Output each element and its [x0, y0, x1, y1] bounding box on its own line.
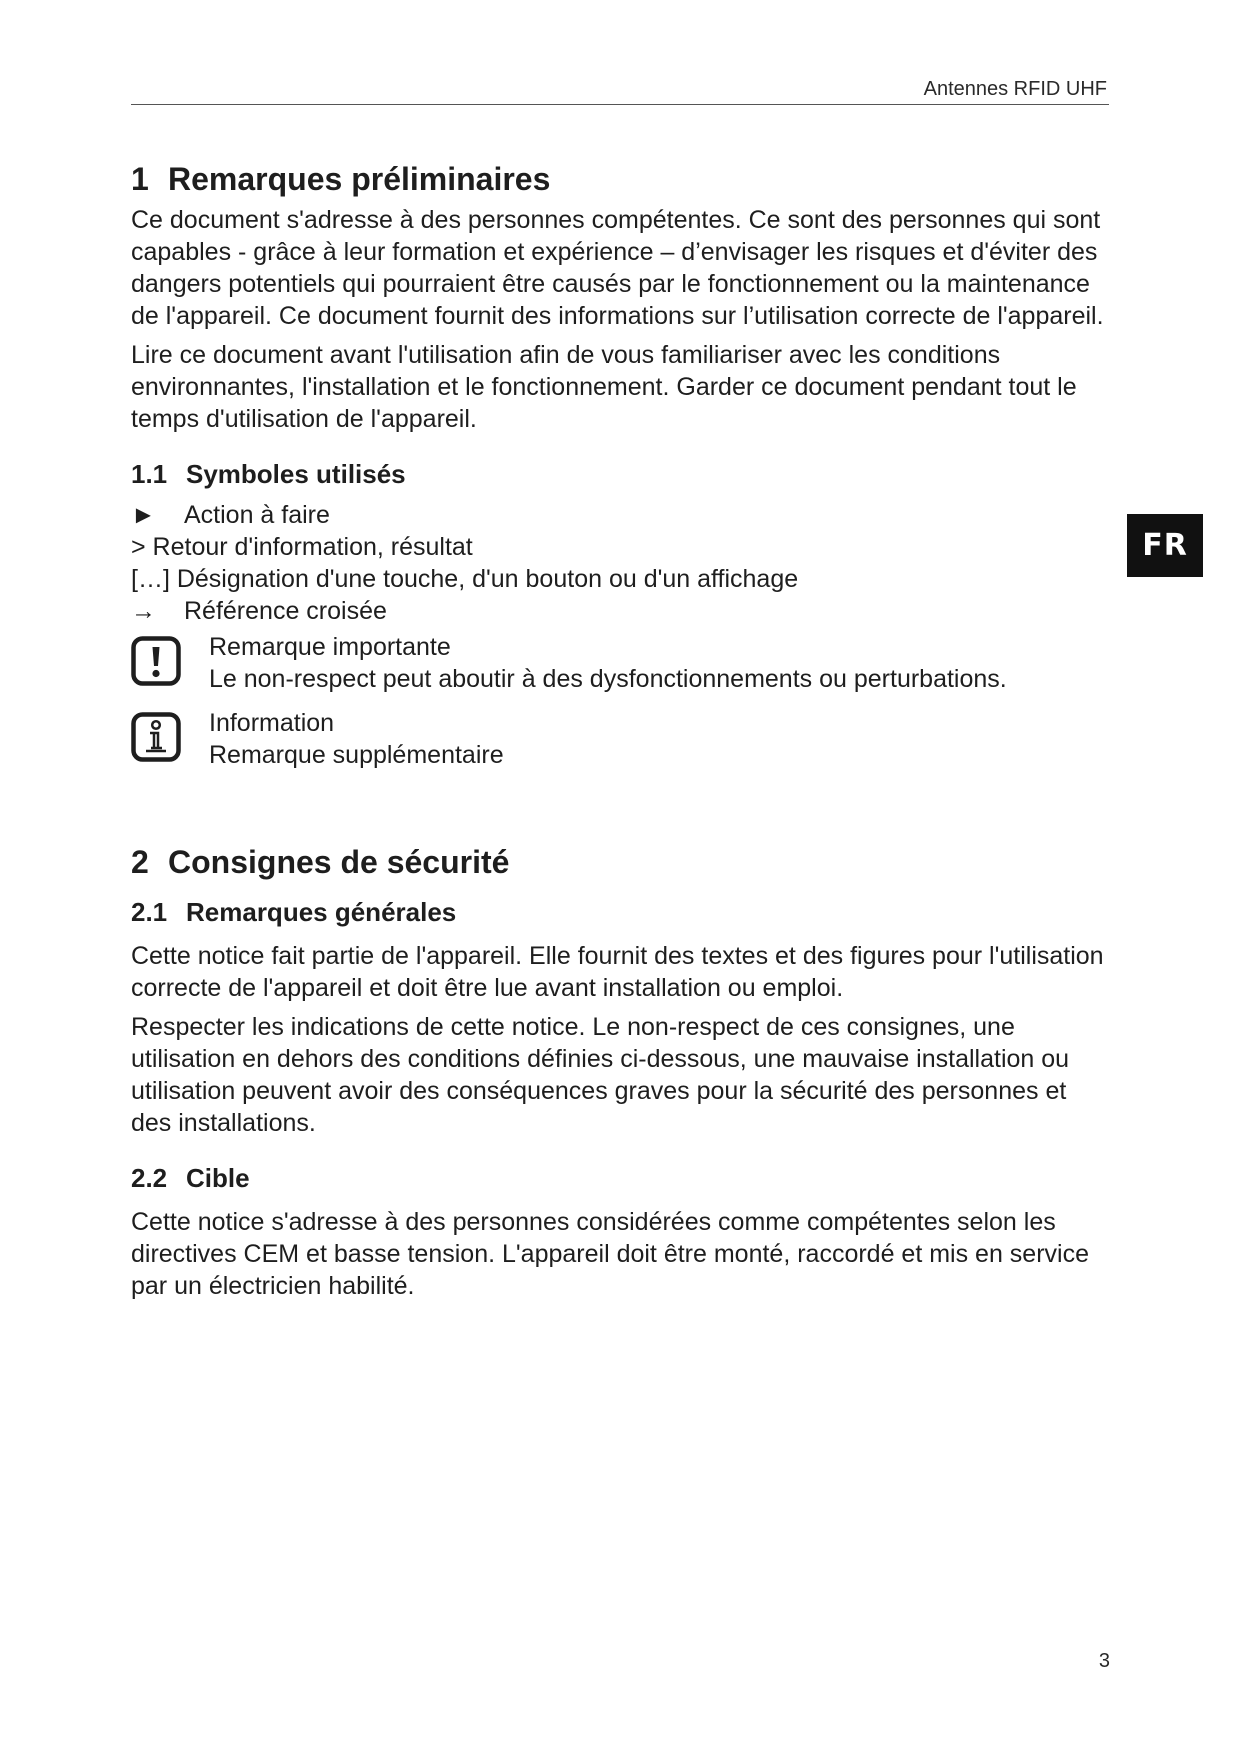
section-number: 1 — [131, 161, 149, 197]
paragraph: Cette notice fait partie de l'appareil. Elle fournit des textes et des figures pour l'utilisation correcte de l'appareil et doit être lue avant installation ou emploi. — [131, 942, 1104, 1002]
play-arrow-icon: ► — [131, 501, 156, 529]
symbol-description: Action à faire — [184, 501, 330, 529]
symbol-list — [131, 499, 1109, 627]
section-number: 2 — [131, 844, 149, 880]
section-1-heading — [131, 158, 1109, 200]
subsection-number: 2.2 — [131, 1163, 168, 1193]
subsection-number: 2.1 — [131, 897, 168, 927]
paragraph: Ce document s'adresse à des personnes compétentes. Ce sont des personnes qui sont capables - grâce à leur formation et expérience – d’envisager les risques et d'éviter des dangers potentiels qui pourraient être causés par le fonctionnement ou la maintenance de l'appareil. Ce document fournit des informations sur l’utilisation correcte de l'appareil. — [131, 206, 1104, 330]
section-2-heading — [131, 841, 1109, 883]
note-important — [131, 631, 1109, 697]
subsection-2-2-heading — [131, 1161, 1109, 1195]
right-arrow-icon: → — [131, 597, 156, 625]
paragraph: Cette notice s'adresse à des personnes considérées comme compétentes selon les directives CEM et basse tension. L'appareil doit être monté, raccordé et mis en service par un électricien habilité. — [131, 1208, 1089, 1300]
note-title: Information — [209, 709, 335, 737]
note-text: Le non-respect peut aboutir à des dysfonctionnements ou perturbations. — [209, 665, 1007, 693]
symbol-description: […] Désignation d'une touche, d'un bouton ou d'un affichage — [131, 565, 799, 593]
paragraph: Respecter les indications de cette notice. Le non-respect de ces consignes, une utilisation en dehors des conditions définies ci-dessous, une mauvaise installation ou utilisation peuvent avoir des conséquences graves pour la sécurité des personnes et des installations. — [131, 1013, 1070, 1137]
section-title: Consignes de sécurité — [168, 844, 510, 880]
subsection-title: Cible — [186, 1163, 250, 1193]
subsection-title: Symboles utilisés — [186, 459, 406, 489]
language-tab: FR — [1127, 514, 1203, 577]
note-information — [131, 707, 1109, 773]
symbol-list-item — [131, 563, 1109, 595]
section-title: Remarques préliminaires — [168, 161, 551, 197]
subsection-title: Remarques générales — [186, 897, 457, 927]
page-header — [131, 74, 1109, 105]
symbol-list-item — [131, 531, 1109, 563]
note-text: Remarque supplémentaire — [209, 741, 504, 769]
subsection-number: 1.1 — [131, 459, 168, 489]
page-number: 3 — [1098, 1650, 1110, 1672]
info-icon — [131, 712, 181, 762]
subsection-2-1-heading — [131, 895, 1109, 929]
note-title: Remarque importante — [209, 633, 451, 661]
symbol-list-item — [131, 499, 1109, 531]
symbol-list-item — [131, 595, 1109, 627]
paragraph: Lire ce document avant l'utilisation afin de vous familiariser avec les conditions environnantes, l'installation et le fonctionnement. Garder ce document pendant tout le temps d'utilisation de l'appareil. — [131, 341, 1077, 433]
symbol-description: Référence croisée — [184, 597, 387, 625]
header-title: Antennes RFID UHF — [923, 78, 1107, 100]
symbol-description: > Retour d'information, résultat — [131, 533, 473, 561]
subsection-1-1-heading — [131, 457, 1109, 491]
page-content — [131, 158, 1109, 1302]
warning-exclamation-icon — [131, 636, 181, 686]
